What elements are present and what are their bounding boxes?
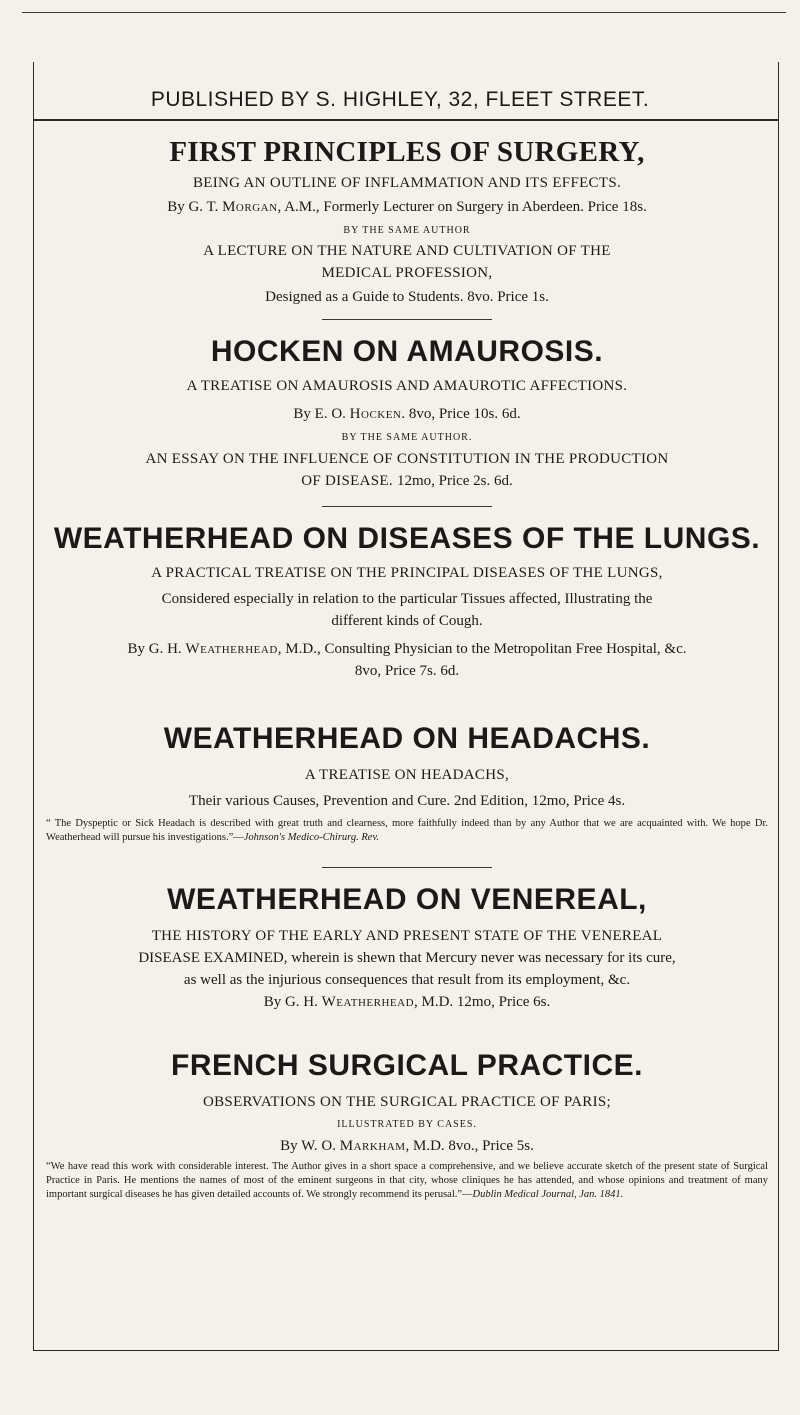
spacer [46,1012,768,1048]
separator [322,867,492,868]
book-weatherhead-lungs [46,521,768,681]
book-price: 8vo, Price 7s. 6d. [354,663,460,679]
book-byline: By G. H. Weatherhead, M.D., Consulting Physician to the Metropolitan Free Hospital, &c. [127,641,687,657]
book-first-principles [46,136,768,307]
book-byline: By G. T. Morgan, A.M., Formerly Lecturer on Surgery in Aberdeen. Price 18s. [167,199,647,215]
book-french-surgical-practice [46,1048,768,1202]
top-rule [22,12,786,13]
book-title: HOCKEN ON AMAUROSIS. [210,335,604,368]
book-description: Considered especially in relation to the particular Tissues affected, Illustrating the [161,591,653,607]
illustrated-label: ILLUSTRATED BY CASES. [337,1119,477,1130]
book-title-secondary: A LECTURE ON THE NATURE AND CULTIVATION OF THE [203,243,611,259]
separator [322,319,492,320]
book-title-secondary-cont: MEDICAL PROFESSION, [321,265,493,281]
bottom-border [33,1350,779,1351]
book-description: Designed as a Guide to Students. 8vo. Price 1s. [265,289,549,305]
book-hocken-amaurosis [46,334,768,491]
book-title: FRENCH SURGICAL PRACTICE. [171,1049,643,1082]
book-title: WEATHERHEAD ON HEADACHS. [163,722,651,755]
book-title-secondary: AN ESSAY ON THE INFLUENCE OF CONSTITUTION IN THE PRODUCTION [145,451,669,467]
left-border [33,62,34,1350]
book-subtitle: THE HISTORY OF THE EARLY AND PRESENT STATE OF THE VENEREAL [151,928,663,944]
review-quote: “We have read this work with considerable interest. The Author gives in a short space a comprehensive, and we believe accurate sketch of the present state of Surgical Practice in Paris. He mentions the names of most of the eminent surgeons in that city, whose cliniques he has attended, and whose opinions and treatment of many important surgical diseases he has given detailed accounts of. We strongly recommend its perusal.”—Dublin Medical Journal, Jan. 1841. [46,1161,768,1200]
separator [322,506,492,507]
spacer [46,681,768,721]
book-description: DISEASE EXAMINED, wherein is shewn that Mercury never was necessary for its cure, [138,950,676,966]
book-byline: By G. H. Weatherhead, M.D. 12mo, Price 6s. [263,994,551,1010]
book-description-cont: as well as the injurious consequences that result from its employment, &c. [183,972,631,988]
book-title: FIRST PRINCIPLES OF SURGERY, [169,136,645,168]
book-subtitle: A TREATISE ON HEADACHS, [304,767,510,783]
publisher-header: PUBLISHED BY S. HIGHLEY, 32, FLEET STREET. [150,88,650,111]
book-subtitle: OBSERVATIONS ON THE SURGICAL PRACTICE OF PARIS; [203,1094,611,1110]
book-byline: By E. O. Hocken. 8vo, Price 10s. 6d. [293,406,521,422]
right-border [778,62,779,1350]
book-subtitle: BEING AN OUTLINE OF INFLAMMATION AND ITS EFFECTS. [192,175,622,191]
book-title: WEATHERHEAD ON VENEREAL, [167,883,647,916]
book-byline: By W. O. Markham, M.D. 8vo., Price 5s. [280,1138,534,1154]
book-weatherhead-venereal [46,882,768,1012]
same-author-label: BY THE SAME AUTHOR [343,225,471,236]
same-author-label: BY THE SAME AUTHOR. [341,432,473,443]
book-weatherhead-headachs [46,721,768,845]
book-title: WEATHERHEAD ON DISEASES OF THE LUNGS. [53,522,761,555]
header-rule [34,119,778,121]
book-title-secondary-cont: OF DISEASE. 12mo, Price 2s. 6d. [301,473,513,489]
review-quote: “ The Dyspeptic or Sick Headach is described with great truth and clearness, more faithfully indeed than by any Author that we are acquainted with. We hope Dr. Weatherhead will pursue his investigations.”—Johnson's Medico-Chirurg. Rev. [46,818,768,843]
book-description-cont: different kinds of Cough. [331,613,483,629]
book-subtitle: A PRACTICAL TREATISE ON THE PRINCIPAL DISEASES OF THE LUNGS, [151,565,663,581]
book-subtitle: A TREATISE ON AMAUROSIS AND AMAUROTIC AFFECTIONS. [186,378,628,394]
advertisement-list [46,134,768,1202]
book-description: Their various Causes, Prevention and Cure. 2nd Edition, 12mo, Price 4s. [188,793,626,809]
